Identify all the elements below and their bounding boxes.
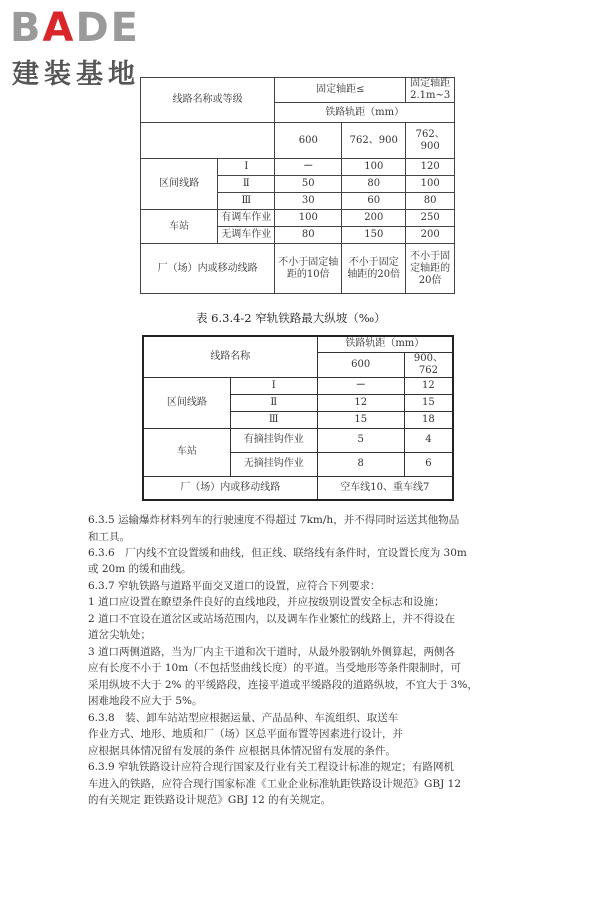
paragraph-line: 6.3.5 运输爆炸材料列车的行驶速度不得超过 7km/h，并不得同时运送其他物品: [88, 514, 460, 526]
cell-st2-fixed: 200: [406, 227, 455, 244]
header-gauge: 铁路轨距（mm）: [317, 336, 453, 352]
paragraph-line: 道岔尖轨处；: [88, 629, 151, 641]
paragraph-line: 或 20m 的缓和曲线。: [88, 563, 192, 575]
cell-r1-600: －: [317, 377, 404, 394]
paragraph-line: 6.3.8 装、卸车站站型应根据运量、产品品种、车流组织、取送车: [88, 712, 399, 724]
cell-st1-600: 5: [317, 428, 404, 452]
cell-r3-fixed: 80: [406, 193, 455, 210]
paragraph-line: 3 道口两侧道路，当为厂内主干道和次干道时，从最外股钢轨外侧算起，两侧各: [88, 646, 456, 658]
min-curve-radius-table: [140, 77, 455, 294]
cell-st1-fixed: 250: [406, 210, 455, 227]
cell-st2-762: 150: [342, 227, 406, 244]
paragraph-line: 2 道口不宜设在道岔区或站场范围内，以及调车作业繁忙的线路上，并不得设在: [88, 613, 456, 625]
gauge-600: 600: [275, 123, 342, 159]
cell-r1-fixed: 120: [406, 159, 455, 176]
station-label: 车站: [141, 210, 218, 244]
cell-r2-600: 50: [275, 176, 342, 193]
cell-r2-762: 80: [342, 176, 406, 193]
logo-chinese-name: 建装基地: [12, 59, 140, 90]
paragraph-line: 6.3.6 厂内线不宜设置缓和曲线，但正线、联络线有条件时，宜设置长度为 30m: [88, 547, 467, 559]
cell-r2-900: 15: [404, 394, 453, 411]
col-line-name-header: 线路名称或等级: [141, 78, 275, 123]
blank-cell: [141, 123, 275, 159]
paragraph-line: 应根据具体情况留有发展的条件 应根据具体情况留有发展的条件。: [88, 745, 396, 757]
paragraph-line: 困难地段不应大于 5%。: [88, 695, 203, 707]
grade-3: Ⅲ: [218, 193, 275, 210]
cell-r1-900: 12: [404, 377, 453, 394]
header-gauge: 铁路轨距（mm）: [275, 103, 455, 123]
paragraph-line: 车进入的铁路，应符合现行国家标准《工业企业标准轨距铁路设计规范》GBJ 12: [88, 778, 462, 790]
station-no-shunting: 无调车作业: [218, 227, 275, 244]
grade-1: Ⅰ: [218, 159, 275, 176]
header-fixed-wheelbase-range: 固定轴距 2.1m~3: [406, 78, 455, 103]
yard-line-label: 厂（场）内或移动线路: [143, 476, 317, 500]
gauge-600: 600: [317, 352, 404, 377]
header-fixed-wheelbase-le: 固定轴距≤: [275, 78, 406, 103]
cell-st1-762: 200: [342, 210, 406, 227]
cell-st1-600: 100: [275, 210, 342, 227]
cell-yard-600: 不小于固定轴距的10倍: [275, 244, 342, 294]
cell-st2-900: 6: [404, 452, 453, 476]
table-caption: 表 6.3.4-2 窄轨铁路最大纵坡（‰）: [196, 311, 386, 325]
grade-2: Ⅱ: [218, 176, 275, 193]
cell-r3-900: 18: [404, 411, 453, 428]
cell-r3-600: 15: [317, 411, 404, 428]
station-no-coupling: 无摘挂钩作业: [230, 452, 317, 476]
grade-2: Ⅱ: [230, 394, 317, 411]
yard-line-label: 厂（场）内或移动线路: [141, 244, 275, 294]
paragraph-line: 应有长度不小于 10m（不包括竖曲线长度）的平道。当受地形等条件限制时，可: [88, 662, 462, 674]
station-label: 车站: [143, 428, 230, 476]
station-shunting: 有调车作业: [218, 210, 275, 227]
section-line-label: 区间线路: [141, 159, 218, 210]
max-gradient-table: [142, 335, 454, 501]
gauge-762-900: 762、900: [342, 123, 406, 159]
paragraph-line: 的有关规定 距铁路设计规范》GBJ 12 的有关规定。: [88, 794, 332, 806]
cell-r3-600: 30: [275, 193, 342, 210]
col-line-name-header: 线路名称: [143, 336, 317, 377]
gauge-762-900-b: 762、900: [406, 123, 455, 159]
paragraph-line: 1 道口应设置在瞭望条件良好的直线地段，并应按级别设置安全标志和设施；: [88, 596, 445, 608]
cell-yard-fixed: 不小于固定轴距的20倍: [406, 244, 455, 294]
section-line-label: 区间线路: [143, 377, 230, 428]
grade-1: Ⅰ: [230, 377, 317, 394]
cell-st2-600: 8: [317, 452, 404, 476]
cell-r1-600: －: [275, 159, 342, 176]
cell-yard-value: 空车线10、重车线7: [317, 476, 453, 500]
cell-st1-900: 4: [404, 428, 453, 452]
cell-r3-762: 60: [342, 193, 406, 210]
cell-r2-fixed: 100: [406, 176, 455, 193]
paragraph-line: 作业方式、地形、地质和厂（场）区总平面布置等因素进行设计，并: [88, 728, 403, 740]
logo-wordmark: BADE: [10, 5, 140, 51]
paragraph-line: 和工具。: [88, 531, 130, 543]
gauge-900-762: 900、762: [404, 352, 453, 377]
cell-r2-600: 12: [317, 394, 404, 411]
cell-st2-600: 80: [275, 227, 342, 244]
cell-r1-762: 100: [342, 159, 406, 176]
cell-yard-762: 不小于固定轴距的20倍: [342, 244, 406, 294]
paragraph-line: 6.3.7 窄轨铁路与道路平面交叉道口的设置，应符合下列要求：: [88, 580, 381, 592]
grade-3: Ⅲ: [230, 411, 317, 428]
station-coupling: 有摘挂钩作业: [230, 428, 317, 452]
paragraph-line: 6.3.9 窄轨铁路设计应符合现行国家及行业有关工程设计标准的规定；有路网机: [88, 761, 455, 773]
paragraph-line: 采用纵坡不大于 2% 的平缓路段，连接平道或平缓路段的道路纵坡，不宜大于 3%，: [88, 679, 478, 691]
